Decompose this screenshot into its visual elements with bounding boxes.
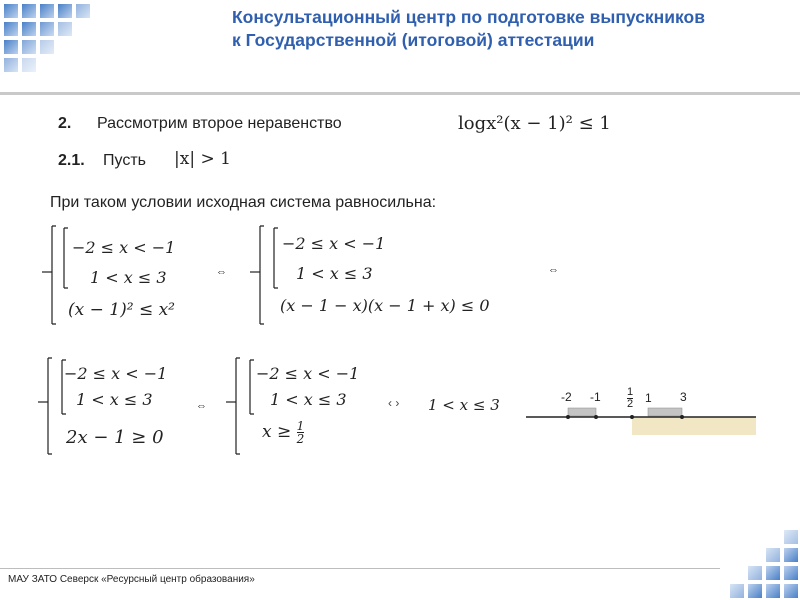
system-1-line-3: (x − 1)² ≤ x²: [68, 300, 175, 320]
label-half-num: 1: [627, 386, 634, 398]
page-title: [232, 6, 705, 52]
point-half: [630, 415, 634, 419]
equivalence-icon-2: ⇔: [548, 264, 559, 276]
label-half-den: 2: [627, 398, 634, 410]
system-4-line-3-prefix: x ≥: [262, 422, 292, 442]
point-minus-1: [594, 415, 598, 419]
system-1-brackets: [38, 222, 68, 328]
step-2-text: Рассмотрим второе неравенство: [97, 115, 342, 132]
system-4-line-1: −2 ≤ x < −1: [256, 364, 360, 383]
step-2-1-text: Пусть: [103, 152, 146, 169]
system-4-fraction-den: 2: [296, 432, 305, 446]
result-expression: 1 < x ≤ 3: [428, 396, 500, 414]
system-4-line-2: 1 < x ≤ 3: [270, 390, 347, 409]
label-minus-2: -2: [561, 390, 572, 404]
header-divider: [0, 92, 800, 95]
system-1-line-1: −2 ≤ x < −1: [72, 238, 176, 257]
equivalence-icon-1: ⇔: [216, 266, 227, 278]
number-line: [522, 384, 762, 440]
title-line-2: к Государственной (итоговой) аттестации: [232, 30, 595, 50]
system-4-fraction-num: 1: [296, 419, 305, 433]
point-minus-2: [566, 415, 570, 419]
label-1: 1: [645, 391, 652, 405]
step-2-1-formula: |x| > 1: [174, 149, 231, 169]
system-3-line-2: 1 < x ≤ 3: [76, 390, 153, 409]
footer-divider: [0, 568, 720, 569]
step-2-formula: logx²(x − 1)² ≤ 1: [458, 113, 611, 134]
segment-right: [648, 408, 682, 416]
equivalence-icon-3: ⇔: [196, 400, 207, 412]
condition-text: При таком условии исходная система равносильна:: [50, 194, 437, 211]
system-4-fraction: [297, 420, 305, 445]
label-3: 3: [680, 390, 687, 404]
system-2-line-1: −2 ≤ x < −1: [282, 234, 386, 253]
system-1-line-2: 1 < x ≤ 3: [90, 268, 167, 287]
system-3-line-3: 2x − 1 ≥ 0: [66, 427, 164, 448]
step-2-number: 2.: [58, 115, 72, 132]
system-3-line-1: −2 ≤ x < −1: [64, 364, 168, 383]
angle-equivalence-icon: ‹ ›: [388, 396, 400, 410]
shaded-region: [632, 417, 756, 435]
title-line-1: Консультационный центр по подготовке выпускников: [232, 7, 705, 27]
segment-left: [568, 408, 596, 416]
corner-decoration-top-left: [0, 0, 110, 85]
system-4-brackets: [224, 354, 256, 458]
label-minus-1: -1: [590, 390, 601, 404]
corner-decoration-bottom-right: [712, 528, 800, 600]
point-3: [680, 415, 684, 419]
system-2-line-2: 1 < x ≤ 3: [296, 264, 373, 283]
system-2-brackets: [246, 222, 280, 328]
footer-text: МАУ ЗАТО Северск «Ресурсный центр образования»: [8, 574, 255, 585]
label-half: [627, 387, 633, 410]
system-2-line-3: (x − 1 − x)(x − 1 + x) ≤ 0: [280, 296, 490, 315]
step-2-1-number: 2.1.: [58, 152, 85, 169]
system-4-line-3: [262, 420, 304, 445]
